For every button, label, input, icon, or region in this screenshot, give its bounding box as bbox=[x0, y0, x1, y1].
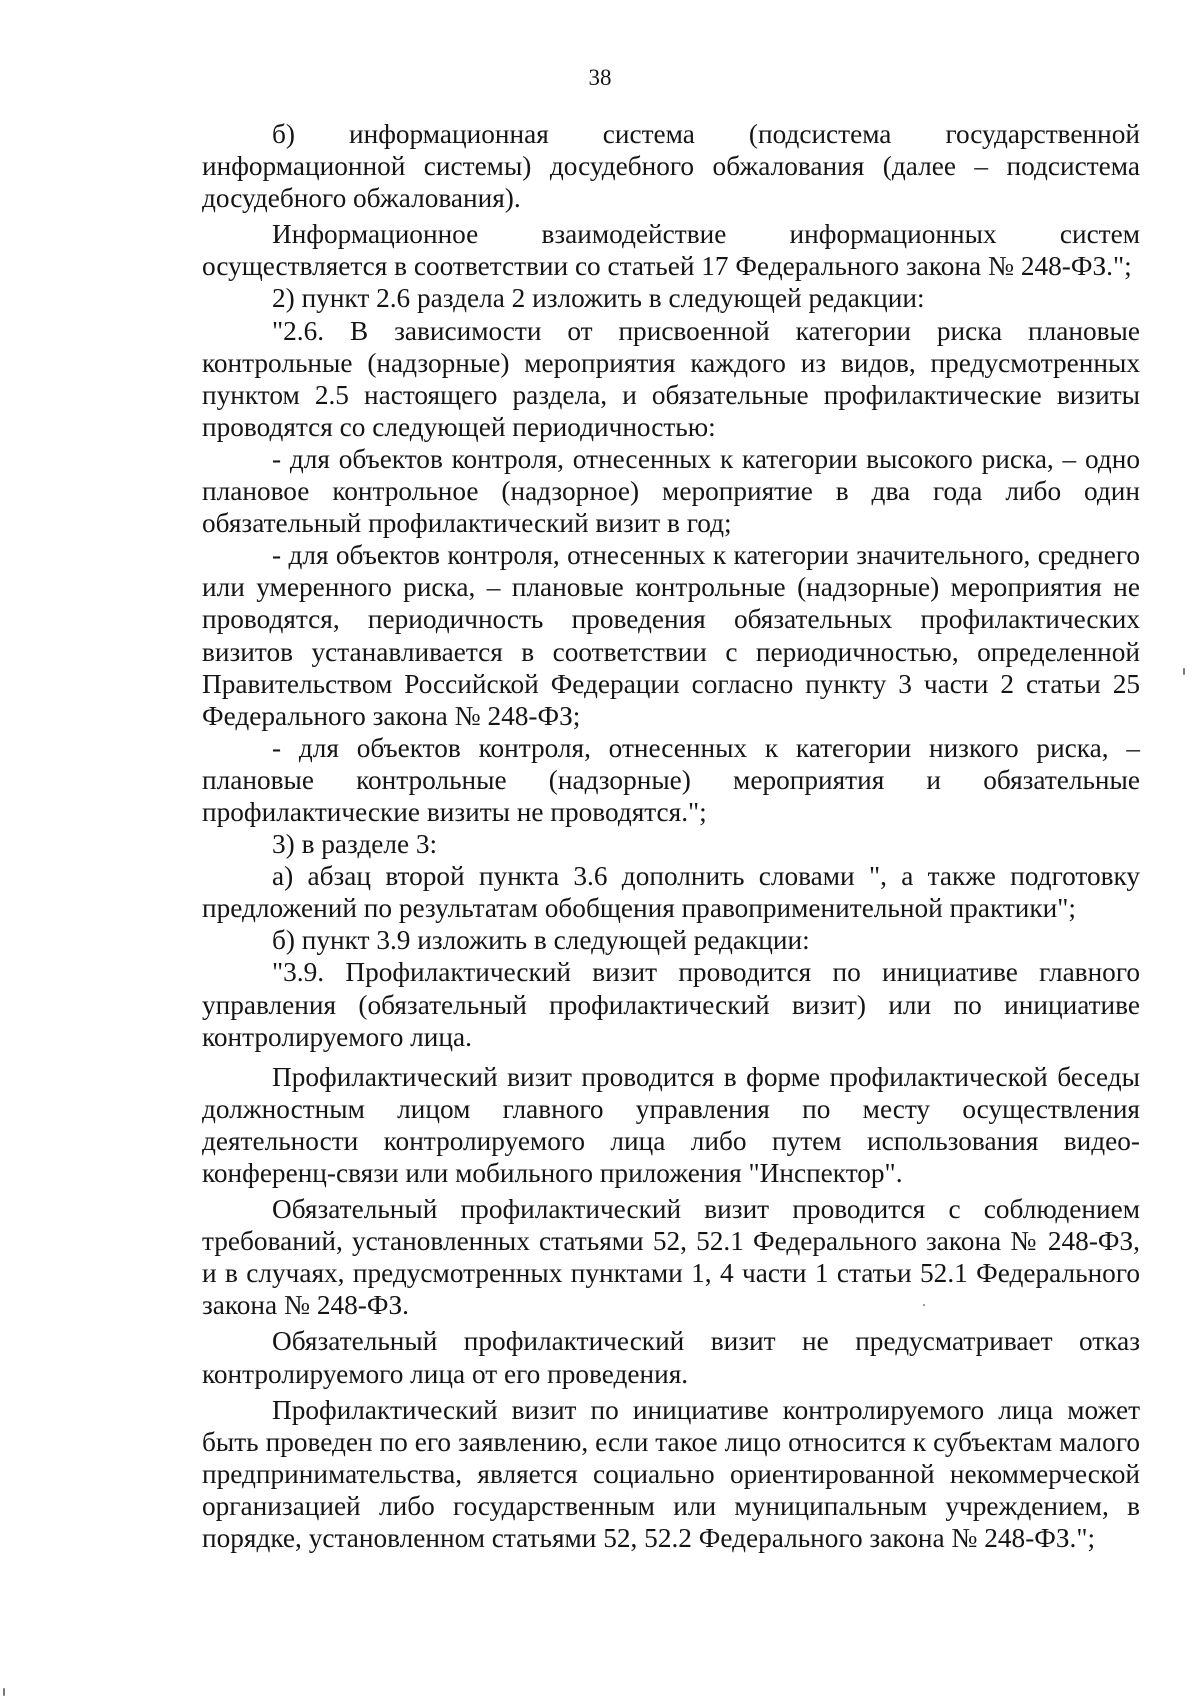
paragraph-information-interaction: Информационное взаимодействие информационных систем осуществляется в соответствии со статьей 17 Федерального закона № 248-ФЗ."; bbox=[202, 219, 1140, 282]
list-item-low-risk: - для объектов контроля, отнесенных к категории низкого риска, – плановые контрольные (надзорные) мероприятия и обязательные профилактические визиты не проводятся."; bbox=[202, 732, 1140, 827]
paragraph-no-refusal: Обязательный профилактический визит не предусматривает отказ контролируемого лица от его проведения. bbox=[202, 1326, 1140, 1389]
scan-mark-left-edge bbox=[3, 1688, 5, 1696]
paragraph-initiative-visit: Профилактический визит по инициативе контролируемого лица может быть проведен по его заявлению, если такое лицо относится к субъектам малого предпринимательства, является социально ориентированной некоммерческой организацией либо государственным или муниципальным учреждением, в порядке, установленном статьями 52, 52.2 Федерального закона № 248-ФЗ."; bbox=[202, 1394, 1140, 1554]
paragraph-amend-2-6: 2) пункт 2.6 раздела 2 изложить в следующей редакции: bbox=[272, 283, 925, 314]
paragraph-2-6-text: "2.6. В зависимости от присвоенной категории риска плановые контрольные (надзорные) мероприятия каждого из видов, предусмотренных пунктом 2.5 настоящего раздела, и обязательные профилактические визиты проводятся со следующей периодичностью: bbox=[202, 315, 1140, 442]
paragraph-amend-3-9: б) пункт 3.9 изложить в следующей редакции: bbox=[272, 925, 810, 956]
page-number: 38 bbox=[588, 65, 612, 90]
document-body bbox=[202, 118, 1140, 1554]
list-item-high-risk: - для объектов контроля, отнесенных к категории высокого риска, – одно плановое контрольное (надзорное) мероприятие в два года либо один обязательный профилактический визит в год; bbox=[202, 443, 1140, 539]
paragraph-subsystem-definition: б) информационная система (подсистема государственной информационной системы) досудебного обжалования (далее – подсистема досудебного обжалования). bbox=[202, 119, 1140, 214]
paragraph-section-3: 3) в разделе 3: bbox=[272, 829, 438, 860]
paragraph-3-9-text: "3.9. Профилактический визит проводится по инициативе главного управления (обязательный профилактический визит) или по инициативе контролируемого лица. bbox=[202, 957, 1140, 1052]
paragraph-amend-3-6: а) абзац второй пункта 3.6 дополнить словами ", а также подготовку предложений по результатам обобщения правоприменительной практики"; bbox=[202, 861, 1140, 924]
paragraph-mandatory-visit: Обязательный профилактический визит проводится с соблюдением требований, установленных статьями 52, 52.1 Федерального закона № 248-ФЗ, и в случаях, предусмотренных пунктами 1, 4 части 1 статьи 52.1 Федерального закона № 248-ФЗ. bbox=[202, 1194, 1140, 1321]
paragraph-visit-form: Профилактический визит проводится в форме профилактической беседы должностным лицом главного управления по месту осуществления деятельности контролируемого лица либо путем использования видео-конференц-связи или мобильного приложения "Инспектор". bbox=[202, 1061, 1140, 1188]
list-item-medium-risk: - для объектов контроля, отнесенных к категории значительного, среднего или умеренного риска, – плановые контрольные (надзорные) мероприятия не проводятся, периодичность проведения обязательных профилактических визитов устанавливается в соответствии с периодичностью, определенной Правительством Российской Федерации согласно пункту 3 части 2 статьи 25 Федерального закона № 248-ФЗ; bbox=[202, 540, 1140, 731]
scan-mark-right-edge bbox=[1183, 668, 1185, 675]
scan-mark-dot bbox=[923, 1304, 925, 1306]
